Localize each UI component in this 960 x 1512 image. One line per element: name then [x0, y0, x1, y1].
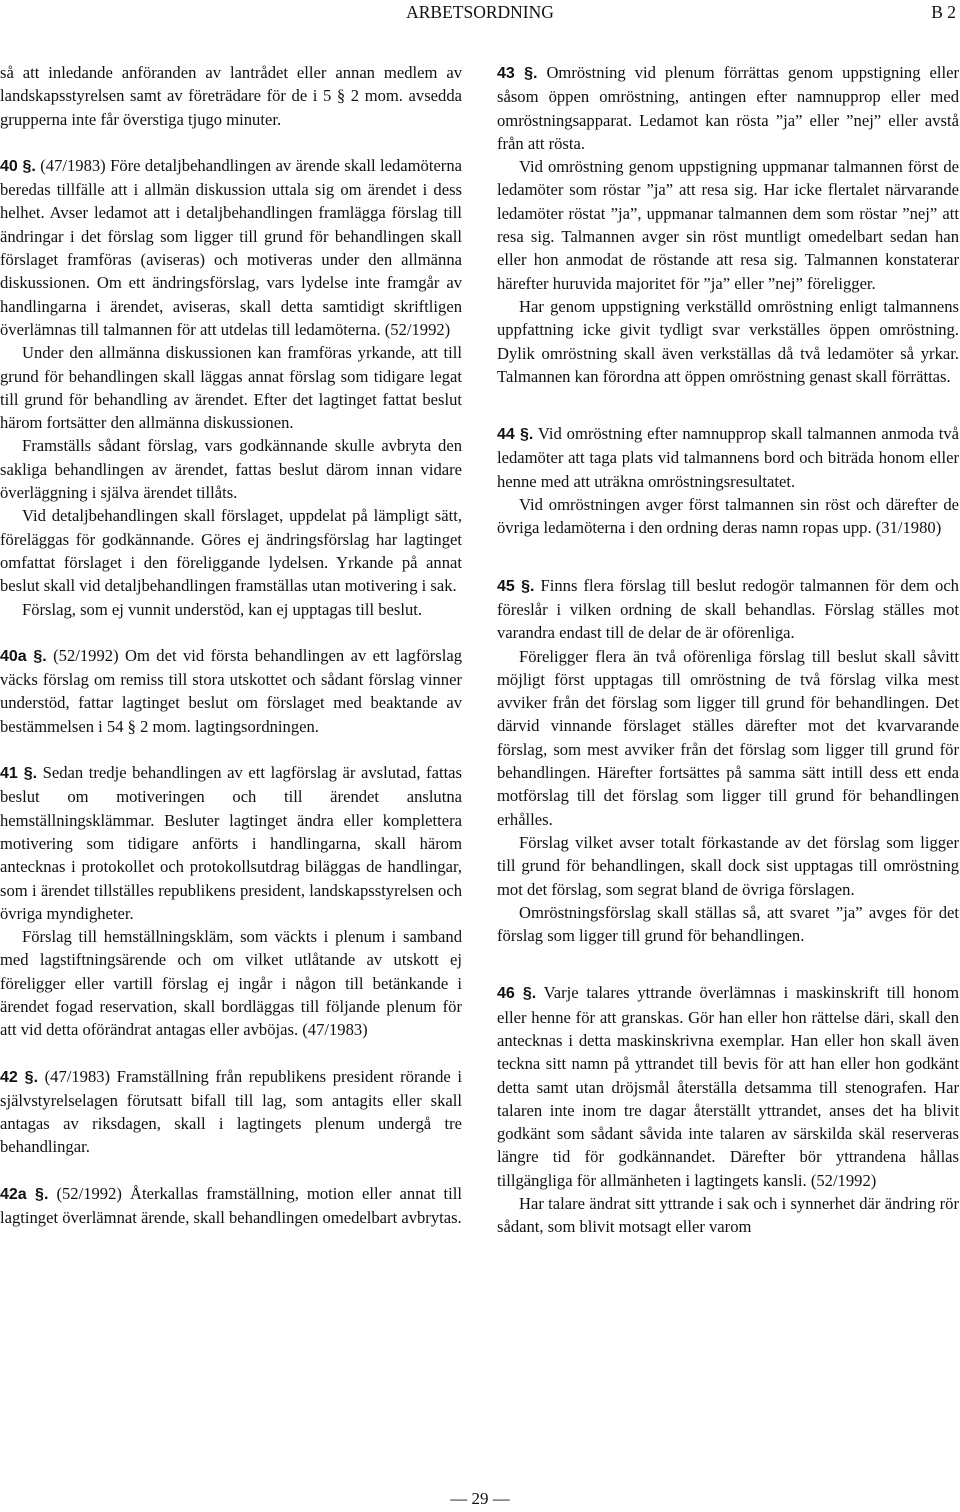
right-column [497, 61, 959, 1239]
section-number: 44 §. [497, 426, 534, 444]
paragraph: Omröstning vid plenum förrättas genom uppstigning eller såsom öppen omröstning, antingen efter namnupprop eller med omröstningsapparat. Ledamot kan rösta ”ja” eller ”nej” eller avstå från att rösta. [497, 63, 959, 153]
paragraph: så att inledande anföranden av lantrådet eller annan medlem av landskapsstyrelsen samt av företrädare för de i 5 § 2 mom. avsedda grupperna inte får överstiga tjugo minuter. [0, 63, 462, 129]
page-header [0, 0, 960, 24]
header-title: ARBETSORDNING [406, 2, 554, 22]
section-44-intro [497, 422, 959, 493]
section-40-intro [0, 154, 462, 341]
paragraph: Föreligger flera än två oförenliga förslag till beslut skall såvitt möjligt först upptagas till omröstning de två förslag vilka mest avviker från det förslag som ligger till grund för behandlingen. Det därvid vinnande förslaget ställes därefter mot det kvarvarande förslag, som mest avviker från det förslag som ligger till grund för behandlingen. Härefter fortsättes på samma sätt intill dess ett enda motförslag till det förslag som ligger till grund för behandlingen erhålles. [497, 646, 959, 829]
page-number: — 29 — [450, 1489, 510, 1508]
paragraph: Förslag, som ej vunnit understöd, kan ej upptagas till beslut. [22, 599, 423, 619]
section-number: 46 §. [497, 985, 537, 1003]
paragraph: (47/1983) Framställning från republikens president rörande i självstyrelselagen förutsatt bifall till lag, som antagits eller skall antagas av riksdagen, skall i lagtingets plenum undergå tre behandlingar. [0, 1066, 462, 1157]
section-45-intro [497, 574, 959, 645]
header-section-code: B 2 [931, 2, 956, 22]
paragraph: Framställs sådant förslag, vars godkännande skulle avbryta den sakliga behandlingen av ärendet, fattas beslut därom innan vidare överläggning i själva ärendet tillåts. [0, 436, 462, 503]
section-number: 42 §. [0, 1068, 39, 1086]
paragraph: Vid detaljbehandlingen skall förslaget, uppdelat på lämpligt sätt, föreläggas för godkännande. Göres ej ändringsförslag har lagtinget omfattat förslaget i den föreliggande lydelsen. Yrkande på annat beslut skall vid detaljbehandlingen framställas utan motivering i sak. [0, 506, 462, 596]
section-number: 45 §. [497, 577, 535, 595]
section-46-intro [497, 981, 959, 1192]
left-column [0, 61, 462, 1229]
paragraph: Vid omröstning efter namnupprop skall talmannen anmoda två ledamöter att taga plats vid talmannens bord och biträda honom eller henne med att uträkna omröstningsresultatet. [497, 424, 959, 491]
paragraph: Förslag vilket avser totalt förkastande av det förslag som ligger till grund för behandlingen, skall dock sist upptagas till omröstning mot det förslag, som segrat bland de övriga förslagen. [497, 832, 959, 899]
paragraph: Omröstningsförslag skall ställas så, att svaret ”ja” avges för det förslag som ligger till grund för behandlingen. [497, 902, 959, 946]
section-43-intro [497, 61, 959, 155]
section-40a [0, 644, 462, 738]
paragraph: Har genom uppstigning verkställd omröstning enligt talmannens uppfattning icke givit tydligt svar verkställes öppen omröstning. Dylik omröstning skall även verkställas då två ledamöter så yrkar. Talmannen kan förordna att öppen omröstning genast skall förrättas. [497, 296, 959, 386]
paragraph: (52/1992) Återkallas framställning, motion eller annat till lagtinget överlämnat ärende, skall behandlingen omedelbart avbrytas. [0, 1183, 463, 1228]
section-number: 42a §. [0, 1185, 49, 1203]
paragraph: Under den allmänna diskussionen kan framföras yrkande, att till grund för behandlingen skall läggas annat förslag som tidigare legat till grund för behandling av ärendet. Efter det lagtinget fattat beslut härom fortsätter den allmänna diskussionen. [0, 343, 462, 433]
section-42 [0, 1065, 462, 1159]
paragraph: Har talare ändrat sitt yttrande i sak och i synnerhet där ändring rör sådant, som blivit motsagt eller varom [497, 1194, 959, 1237]
paragraph: Vid omröstning genom uppstigning uppmanar talmannen först de ledamöter som röstar ”ja” att resa sig. Har icke flertalet närvarande ledamöter röstat ”ja”, uppmanar talmannen dem som röstar ”nej” att resa sig. Talmannen avger sin röst muntligt omedelbart sedan han eller hon anmodat de röstande att resa sig. Talmannen konstaterar härefter huruvida majoritet för ”ja” eller ”nej” föreligger. [497, 157, 959, 293]
paragraph: Vid omröstningen avger först talmannen sin röst och därefter de övriga ledamöterna i den ordning deras namn ropas upp. (31/1980) [497, 495, 959, 538]
section-42a [0, 1182, 462, 1230]
section-number: 40 §. [0, 157, 36, 175]
paragraph: Finns flera förslag till beslut redogör talmannen för dem och föreslår i vilken ordning de skall behandlas. Förslag ställes mot varandra endast till de delar de är oförenliga. [497, 575, 959, 643]
section-number: 43 §. [497, 65, 538, 82]
section-number: 40a §. [0, 647, 47, 665]
paragraph: Förslag till hemställningskläm, som väckts i plenum i samband med lagstiftningsärende och om vilket utlåtande av utskott ej föreligger eller vartill förslag ej ingår i någon till betänkande i ärendet fogad reservation, skall bordläggas till följande plenum för att vid detta oförändrat antagas eller avböjas. (47/1983) [0, 927, 462, 1040]
paragraph: (47/1983) Före detaljbehandlingen av ärende skall ledamöterna beredas tillfälle att i allmän diskussion uttala sig om ärendet i dess helhet. Avser ledamot att i detaljbehandlingen framlägga förslag till ändringar i det förslag som ligger till grund för behandlingen skall förslaget framföras (aviseras) och motiveras under den allmänna diskussionen. Om ett ändringsförslag, vars lydelse inte framgår av handlingarna i ärendet, aviseras, skall detta samtidigt skriftligen överlämnas till talmannen för att utdelas till ledamöterna. (52/1992) [0, 155, 462, 339]
paragraph: Sedan tredje behandlingen av ett lagförslag är avslutad, fattas beslut om motiveringen och till ärendet anslutna hemställningsklämmar. Besluter lagtinget ändra eller komplettera motivering som tidigare anförts i handlingarna, skall härom antecknas i protokollet och protokollsutdrag biläggas de handlingar, som i ärendet tillställes republikens president, landskapsstyrelsen och övriga myndigheter. [0, 763, 462, 923]
section-41-intro [0, 761, 462, 925]
section-number: 41 §. [0, 765, 38, 783]
paragraph: (52/1992) Om det vid första behandlingen av ett lagförslag väcks förslag om remiss till stora utskottet och sådant förslag vinner understöd, fattar lagtinget beslut om förslaget med beaktande av bestämmelsen i 54 § 2 mom. lagtingsordningen. [0, 645, 463, 736]
paragraph: Varje talares yttrande överlämnas i maskinskrift till honom eller henne för att granskas. Gör han eller hon rättelse däri, skall den antecknas i detta maskinskrivna exemplar. Han eller hon skall även teckna sitt namn på yttrandet till bevis för att han eller hon godkänt detta samt utan dröjsmål återställa detsamma till stenografen. Har talaren inte inom tre dagar återställt yttrandet, anses det ha blivit godkänt som sådant såvida inte talaren av särskilda skäl reserveras längre tid för godkännandet. Därefter bör yttrandena hållas tillgängliga för allmänheten i lagtingets kansli. (52/1992) [497, 983, 959, 1190]
